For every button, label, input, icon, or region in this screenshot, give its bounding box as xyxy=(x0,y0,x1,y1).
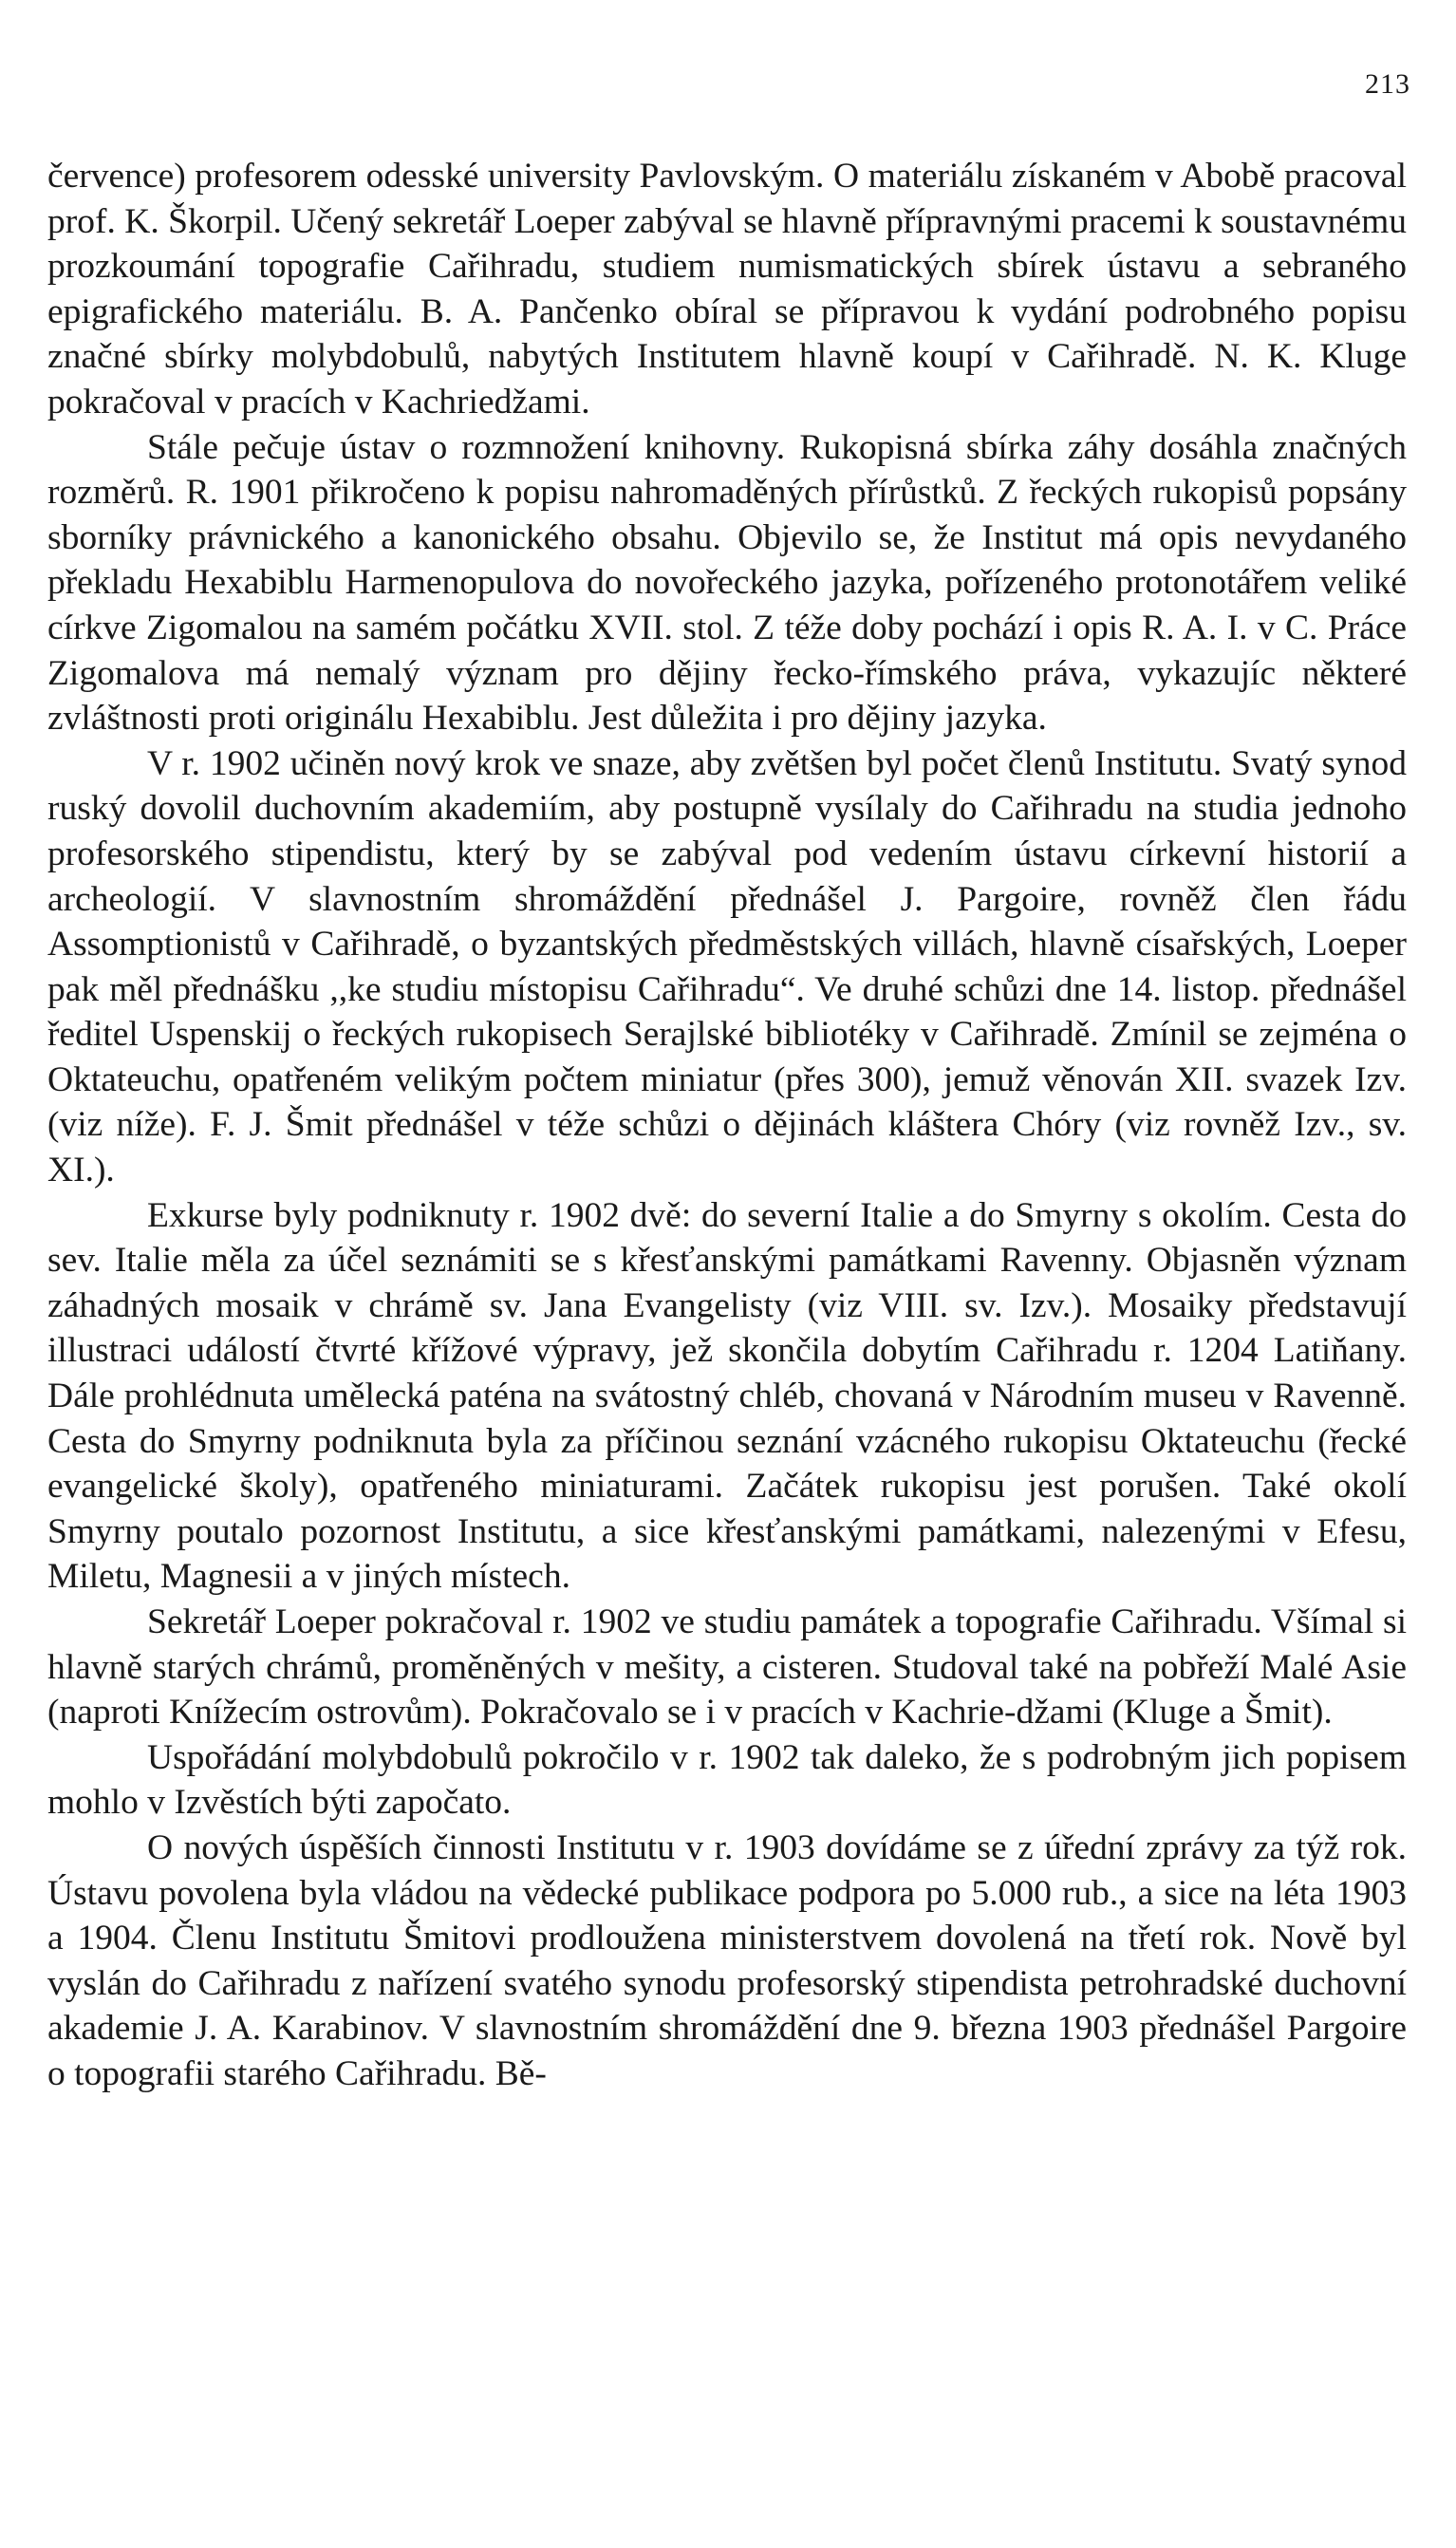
paragraph-5: Sekretář Loeper pokračoval r. 1902 ve studiu památek a topografie Cařihradu. Všímal si hlavně starých chrámů, proměněných v mešity, a cisteren. Studoval také na pobřeží Malé Asie (naproti Knížecím ostrovům). Pokračovalo se i v pracích v Kachrie-džami (Kluge a Šmit). xyxy=(47,1602,1407,1733)
paragraph-3: V r. 1902 učiněn nový krok ve snaze, aby zvětšen byl počet členů Institutu. Svatý synod ruský dovolil duchovním akademiím, aby postupně vysílaly do Cařihradu na studia jednoho profesorského stipendistu, který by se zabýval pod vedením ústavu církevní historií a archeologií. V slavnostním shromáždění přednášel J. Pargoire, rovněž člen řádu Assomptionistů v Cařihradě, o byzantských předměstských villách, hlavně císařských, Loeper pak měl přednášku ,,ke studiu místopisu Cařihradu“. Ve druhé schůzi dne 14. listop. přednášel ředitel Uspenskij o řeckých rukopisech Serajlské bibliotéky v Cařihradě. Zmínil se zejména o Oktateuchu, opatřeném velikým počtem miniatur (přes 300), jemuž věnován XII. svazek Izv. (viz níže). F. J. Šmit přednášel v téže schůzi o dějinách kláštera Chóry (viz rovněž Izv., sv. XI.). xyxy=(47,743,1407,1190)
paragraph-7: O nových úspěších činnosti Institutu v r. 1903 dovídáme se z úřední zprávy za týž rok. Ústavu povolena byla vládou na vědecké publikace podpora po 5.000 rub., a sice na léta 1903 a 1904. Členu Institutu Šmitovi prodloužena ministerstvem dovolená na třetí rok. Nově byl vyslán do Cařihradu z nařízení svatého synodu profesorský stipendista petrohradské duchovní akademie J. A. Karabinov. V slavnostním shromáždění dne 9. března 1903 přednášel Pargoire o topografii starého Cařihradu. Bě- xyxy=(47,1827,1407,2093)
paragraph-6: Uspořádání molybdobulů pokročilo v r. 1902 tak daleko, že s podrobným jich popisem mohlo v Izvěstích býti započato. xyxy=(47,1737,1407,1823)
paragraph-1: července) profesorem odesské university Pavlovským. O materiálu získaném v Abobě pracoval prof. K. Škorpil. Učený sekretář Loeper zabýval se hlavně přípravnými pracemi k soustavnému prozkoumání topografie Cařihradu, studiem numismatických sbírek ústavu a sebraného epigrafického materiálu. B. A. Pančenko obíral se přípravou k vydání podrobného popisu značné sbírky molybdobulů, nabytých Institutem hlavně koupí v Cařihradě. N. K. Kluge pokračoval v pracích v Kachriedžami. xyxy=(47,157,1407,422)
body-text xyxy=(47,154,1407,2097)
page-number: 213 xyxy=(1365,68,1410,100)
paragraph-4: Exkurse byly podniknuty r. 1902 dvě: do severní Italie a do Smyrny s okolím. Cesta do sev. Italie měla za účel seznámiti se s křesťanskými památkami Ravenny. Objasněn význam záhadných mosaik v chrámě sv. Jana Evangelisty (viz VIII. sv. Izv.). Mosaiky představují illustraci událostí čtvrté křížové výpravy, jež skončila dobytím Cařihradu r. 1204 Latiňany. Dále prohlédnuta umělecká paténa na svátostný chléb, chovaná v Národním museu v Ravenně. Cesta do Smyrny podniknuta byla za příčinou seznání vzácného rukopisu Oktateuchu (řecké evangelické školy), opatřeného miniaturami. Začátek rukopisu jest porušen. Také okolí Smyrny poutalo pozornost Institutu, a sice křesťanskými památkami, nalezenými v Efesu, Miletu, Magnesii a v jiných místech. xyxy=(47,1195,1407,1597)
paragraph-2: Stále pečuje ústav o rozmnožení knihovny. Rukopisná sbírka záhy dosáhla značných rozměrů. R. 1901 přikročeno k popisu nahromaděných přírůstků. Z řeckých rukopisů popsány sborníky právnického a kanonického obsahu. Objevilo se, že Institut má opis nevydaného překladu Hexabiblu Harmenopulova do novořeckého jazyka, pořízeného protonotářem veliké církve Zigomalou na samém počátku XVII. stol. Z téže doby pochází i opis R. A. I. v C. Práce Zigomalova má nemalý význam pro dějiny řecko-římského práva, vykazujíc některé zvláštnosti proti originálu Hexabiblu. Jest důležita i pro dějiny jazyka. xyxy=(47,427,1407,739)
